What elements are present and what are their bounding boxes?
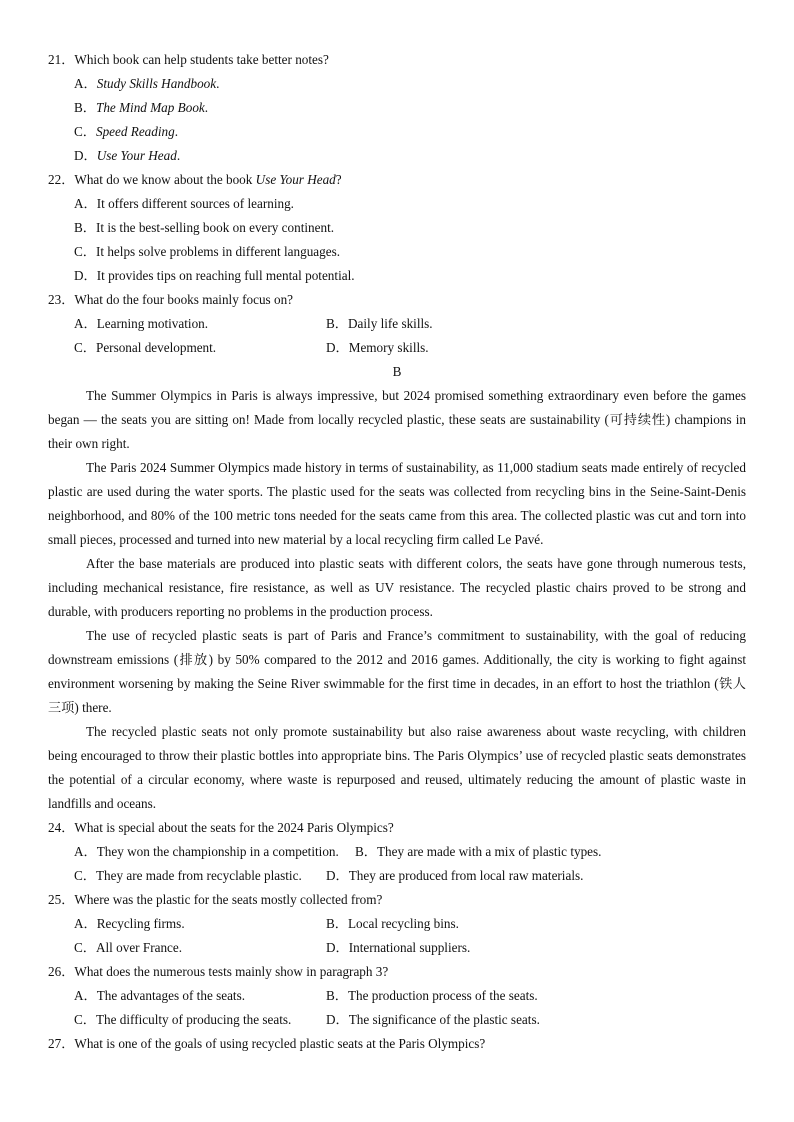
question-21 (48, 48, 748, 72)
option-text: The production process of the seats. (347, 988, 538, 1003)
q21-option-c[interactable] (74, 120, 774, 144)
section-heading: B (392, 364, 402, 379)
passage-paragraph-1: The Summer Olympics in Paris is always impressive, but 2024 promised something extraordinary even before the games began — the seats you are sitting on! Made from locally recycled plastic, these seats are sustainability (可持续性) champions in their own right. (48, 388, 746, 451)
question-23 (48, 288, 748, 312)
option-text: The difficulty of producing the seats. (95, 1012, 292, 1027)
option-text: Daily life skills. (347, 316, 433, 331)
option-text: Recycling firms. (96, 916, 185, 931)
question-text: Which book can help students take better notes? (74, 52, 329, 67)
question-number: 27． (48, 1036, 75, 1051)
question-number: 24． (48, 820, 75, 835)
option-letter: A． (74, 316, 97, 331)
option-tail: . (174, 124, 179, 139)
q22-option-b[interactable] (74, 216, 774, 240)
passage-paragraph-4: The use of recycled plastic seats is part of Paris and France’s commitment to sustainability, with the goal of reducing downstream emissions (排放) by 50% compared to the 2012 and 2016 games. Additionally, the city is working to fight against environment worsening by making the Seine River swimmable for the first time in decades, in an effort to host the triathlon (铁人三项) there. (48, 628, 746, 715)
option-text: It offers different sources of learning. (96, 196, 294, 211)
option-text: International suppliers. (348, 940, 471, 955)
passage-paragraph-2: The Paris 2024 Summer Olympics made history in terms of sustainability, as 11,000 stadium seats made entirely of recycled plastic are used during the water sports. The plastic used for the seats was collected from recycling bins in the Seine-Saint-Denis neighborhood, and 80% of the 100 metric tons needed for the seats came from this area. The collected plastic was cut and torn into small pieces, processed and turned into new material by a local recycling firm called Le Pavé. (48, 460, 746, 547)
option-letter: D． (326, 1012, 349, 1027)
option-letter: B． (326, 916, 348, 931)
option-letter: A． (74, 76, 97, 91)
question-text: What does the numerous tests mainly show in paragraph 3? (74, 964, 389, 979)
q24-option-d[interactable] (326, 864, 626, 888)
option-text: They are made from recyclable plastic. (95, 868, 302, 883)
option-text: It provides tips on reaching full mental potential. (96, 268, 355, 283)
option-letter: C． (74, 124, 96, 139)
option-text: The significance of the plastic seats. (348, 1012, 540, 1027)
option-letter: A． (74, 196, 97, 211)
book-title: Study Skills Handbook (96, 76, 217, 91)
option-letter: A． (74, 916, 97, 931)
option-text: They are made with a mix of plastic types. (376, 844, 602, 859)
question-27 (48, 1032, 748, 1056)
q22-option-d[interactable] (74, 264, 774, 288)
option-letter: B． (355, 844, 377, 859)
option-text: It helps solve problems in different languages. (95, 244, 341, 259)
option-tail: . (176, 148, 181, 163)
question-number: 22． (48, 172, 75, 187)
book-title: The Mind Map Book (95, 100, 205, 115)
q23-option-a[interactable] (74, 312, 314, 336)
book-title: Speed Reading (95, 124, 175, 139)
q25-option-d[interactable] (326, 936, 626, 960)
q23-option-c[interactable] (74, 336, 314, 360)
q26-option-d[interactable] (326, 1008, 626, 1032)
option-text: The advantages of the seats. (96, 988, 246, 1003)
q21-option-d[interactable] (74, 144, 774, 168)
option-text: All over France. (95, 940, 183, 955)
book-title: Use Your Head (255, 172, 336, 187)
q23-option-d[interactable] (326, 336, 626, 360)
question-text: What do the four books mainly focus on? (74, 292, 294, 307)
option-text: Local recycling bins. (347, 916, 459, 931)
q24-option-a[interactable] (74, 840, 354, 864)
question-number: 23． (48, 292, 75, 307)
option-text: It is the best-selling book on every continent. (95, 220, 335, 235)
option-text: Personal development. (95, 340, 217, 355)
option-tail: . (204, 100, 209, 115)
question-22 (48, 168, 748, 192)
option-text: Memory skills. (348, 340, 429, 355)
passage-paragraph-3: After the base materials are produced into plastic seats with different colors, the seats have gone through numerous tests, including mechanical resistance, fire resistance, as well as UV resistance. The recycled plastic chairs proved to be strong and durable, with producers reporting no problems in the production process. (48, 556, 746, 619)
q26-option-a[interactable] (74, 984, 314, 1008)
option-letter: D． (326, 940, 349, 955)
option-letter: B． (326, 316, 348, 331)
q24-option-b[interactable] (355, 840, 655, 864)
q21-option-b[interactable] (74, 96, 774, 120)
question-text: What is special about the seats for the 2024 Paris Olympics? (74, 820, 394, 835)
q22-option-c[interactable] (74, 240, 774, 264)
question-25 (48, 888, 748, 912)
question-number: 21． (48, 52, 75, 67)
q25-option-b[interactable] (326, 912, 626, 936)
question-tail: ? (335, 172, 342, 187)
question-text: Where was the plastic for the seats mostly collected from? (74, 892, 383, 907)
option-letter: B． (326, 988, 348, 1003)
option-letter: C． (74, 1012, 96, 1027)
q22-option-a[interactable] (74, 192, 774, 216)
option-letter: B． (74, 220, 96, 235)
question-number: 25． (48, 892, 75, 907)
option-letter: D． (326, 340, 349, 355)
question-24 (48, 816, 748, 840)
question-text: What do we know about the book (74, 172, 256, 187)
q25-option-c[interactable] (74, 936, 314, 960)
q25-option-a[interactable] (74, 912, 314, 936)
option-letter: D． (74, 148, 97, 163)
option-letter: B． (74, 100, 96, 115)
q24-option-c[interactable] (74, 864, 324, 888)
option-text: They are produced from local raw materials. (348, 868, 584, 883)
option-letter: A． (74, 844, 97, 859)
q21-option-a[interactable] (74, 72, 774, 96)
option-letter: C． (74, 244, 96, 259)
question-26 (48, 960, 748, 984)
option-letter: A． (74, 988, 97, 1003)
option-letter: C． (74, 868, 96, 883)
question-number: 26． (48, 964, 75, 979)
question-text: What is one of the goals of using recycled plastic seats at the Paris Olympics? (74, 1036, 486, 1051)
book-title: Use Your Head (96, 148, 177, 163)
passage-paragraph-5: The recycled plastic seats not only promote sustainability but also raise awareness about waste recycling, with children being encouraged to throw their plastic bottles into appropriate bins. The Paris Olympics’ use of recycled plastic seats demonstrates the potential of a circular economy, where waste is repurposed and reused, ultimately reducing the amount of plastic waste in landfills and oceans. (48, 724, 746, 811)
option-letter: D． (74, 268, 97, 283)
option-letter: C． (74, 940, 96, 955)
q26-option-c[interactable] (74, 1008, 319, 1032)
option-letter: C． (74, 340, 96, 355)
q23-option-b[interactable] (326, 312, 626, 336)
option-text: They won the championship in a competition. (96, 844, 339, 859)
option-tail: . (216, 76, 220, 91)
q26-option-b[interactable] (326, 984, 626, 1008)
option-letter: D． (326, 868, 349, 883)
option-text: Learning motivation. (96, 316, 209, 331)
